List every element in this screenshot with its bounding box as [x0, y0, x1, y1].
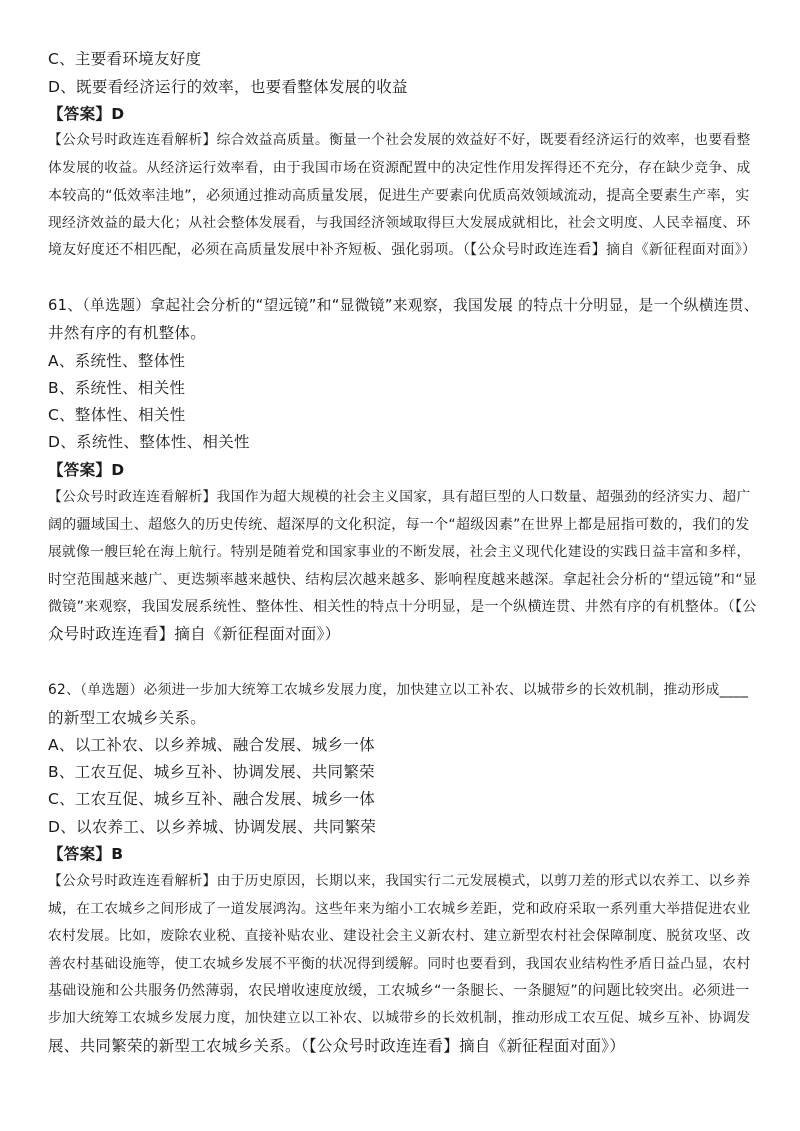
q62-explanation-line: 城，在工农城乡之间形成了一道发展鸿沟。这些年来为缩小工农城乡差距，党和政府采取一系列重大举措促进农业 [48, 901, 751, 917]
q61-explanation-line: 微镜”来观察，我国发展系统性、整体性、相关性的特点十分明显，是一个纵横连贯、井然有序的有机整体。（【公 [48, 599, 757, 615]
q60-option-c: C、主要看环境友好度 [48, 50, 202, 68]
q61-explanation-line: 阔的疆域国土、超悠久的历史传统、超深厚的文化积淀，每一个“超级因素”在世界上都是屈指可数的，我们的发 [48, 517, 750, 533]
q61-question: 61、（单选题）拿起社会分析的“望远镜”和“显微镜”来观察，我国发展 的特点十分明显，是一个纵横连贯、 [48, 297, 759, 314]
q62-option-b: B、工农互促、城乡互补、协调发展、共同繁荣 [48, 763, 375, 781]
q61-explanation-line: 展就像一艘巨轮在海上航行。特别是随着党和国家事业的不断发展，社会主义现代化建设的实践日益丰富和多样， [48, 544, 751, 560]
q61-explanation-line: 众号时政连连看】摘自《新征程面对面》） [48, 625, 341, 643]
q62-explanation-line: 基础设施和公共服务仍然薄弱，农民增收速度放缓，工农城乡“一条腿长、一条腿短”的问题比较突出。必须进一 [48, 983, 750, 999]
q60-answer: 【答案】D [48, 105, 125, 123]
q62-explanation-line: 善农村基础设施等，使工农城乡发展不平衡的状况得到缓解。同时也要看到，我国农业结构性矛盾日益凸显，农村 [48, 956, 751, 972]
q62-option-a: A、以工补农、以乡养城、融合发展、城乡一体 [48, 736, 375, 754]
q61-option-a: A、系统性、整体性 [48, 352, 186, 370]
q60-explanation-line: 本较高的“低效率洼地”，必须通过推动高质量发展，促进生产要素向优质高效领域流动，提高全要素生产率，实 [48, 188, 750, 204]
q62-answer: 【答案】B [48, 845, 124, 863]
q62-option-d: D、以农养工、以乡养城、协调发展、共同繁荣 [48, 818, 377, 836]
q60-explanation-line: 现经济效益的最大化；从社会整体发展看，与我国经济领域取得巨大发展成就相比，社会文明度、人民幸福度、环 [48, 215, 751, 231]
q61-option-d: D、系统性、整体性、相关性 [48, 433, 250, 451]
q61-explanation-line: 时空范围越来越广、更迭频率越来越快、结构层次越来越多、影响程度越来越深。拿起社会分析的“望远镜”和“显 [48, 572, 758, 588]
q61-question-cont: 井然有序的有机整体。 [48, 324, 207, 342]
q60-explanation-line: 【公众号时政连连看解析】综合效益高质量。衡量一个社会发展的效益好不好，既要看经济运行的效率，也要看整 [48, 132, 751, 148]
q62-question-cont: 的新型工农城乡关系。 [48, 709, 207, 727]
q61-option-c: C、整体性、相关性 [48, 406, 186, 424]
q62-option-c: C、工农互促、城乡互补、融合发展、城乡一体 [48, 790, 376, 808]
q61-option-b: B、系统性、相关性 [48, 379, 186, 397]
q62-explanation-line: 【公众号时政连连看解析】由于历史原因，长期以来，我国实行二元发展模式，以剪刀差的形式以农养工、以乡养 [48, 873, 751, 889]
q60-explanation-line: 体发展的收益。从经济运行效率看，由于我国市场在资源配置中的决定性作用发挥得还不充分，存在缺少竞争、成 [48, 160, 751, 176]
q60-option-d: D、既要看经济运行的效率，也要看整体发展的收益 [48, 78, 408, 96]
q61-explanation-line: 【公众号时政连连看解析】我国作为超大规模的社会主义国家，具有超巨型的人口数量、超强劲的经济实力、超广 [48, 489, 751, 505]
q62-explanation-line: 展、共同繁荣的新型工农城乡关系。（【公众号时政连连看】摘自《新征程面对面》） [48, 1037, 626, 1055]
q62-question: 62、（单选题）必须进一步加大统筹工农城乡发展力度，加快建立以工补农、以城带乡的长效机制，推动形成____ [48, 682, 749, 698]
q60-explanation-line: 境友好度还不相匹配，必须在高质量发展中补齐短板、强化弱项。（【公众号时政连连看】摘自《新征程面对面》） [48, 242, 757, 258]
q62-explanation-line: 步加大统筹工农城乡发展力度，加快建立以工补农、以城带乡的长效机制，推动形成工农互促、城乡互补、协调发 [48, 1010, 751, 1026]
q62-explanation-line: 农村发展。比如，废除农业税、直接补贴农业、建设社会主义新农村、建立新型农村社会保障制度、脱贫攻坚、改 [48, 928, 751, 944]
q61-answer: 【答案】D [48, 461, 125, 479]
